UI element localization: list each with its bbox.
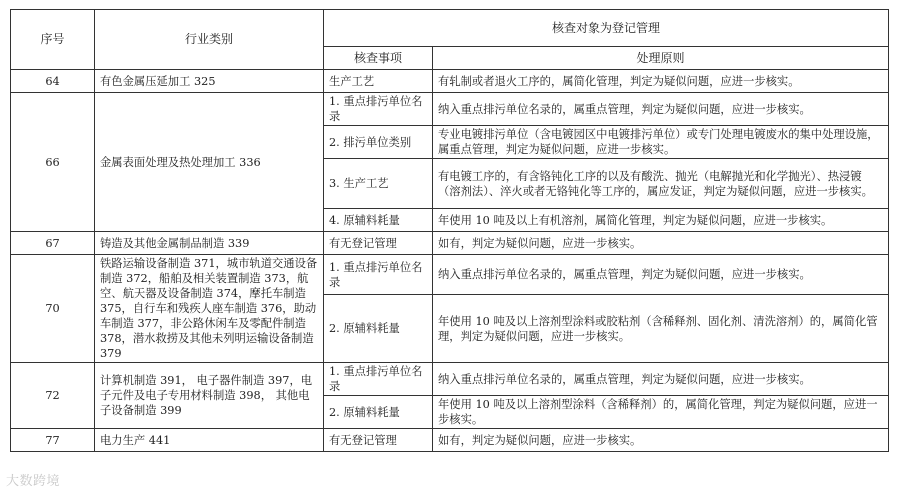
row-principle: 如有，判定为疑似问题，应进一步核实。: [433, 232, 889, 255]
row-no: 70: [11, 255, 95, 363]
row-principle: 纳入重点排污单位名录的，属重点管理，判定为疑似问题，应进一步核实。: [433, 93, 889, 126]
row-principle: 有轧制或者退火工序的，属简化管理，判定为疑似问题，应进一步核实。: [433, 70, 889, 93]
row-no: 72: [11, 363, 95, 429]
row-industry: 有色金属压延加工 325: [95, 70, 324, 93]
row-item: 生产工艺: [324, 70, 433, 93]
inspection-table: [10, 9, 889, 452]
row-principle: 如有，判定为疑似问题，应进一步核实。: [433, 429, 889, 452]
row-principle: 年使用 10 吨及以上有机溶剂，属简化管理，判定为疑似问题，应进一步核实。: [433, 209, 889, 232]
row-item: 3. 生产工艺: [324, 159, 433, 209]
row-no: 77: [11, 429, 95, 452]
row-principle: 年使用 10 吨及以上溶剂型涂料或胶粘剂（含稀释剂、固化剂、清洗溶剂）的，属简化管理，判定为疑似问题，应进一步核实。: [433, 295, 889, 363]
header-no: 序号: [11, 10, 95, 70]
row-item: 4. 原辅料耗量: [324, 209, 433, 232]
row-principle: 纳入重点排污单位名录的，属重点管理，判定为疑似问题，应进一步核实。: [433, 255, 889, 295]
header-principle: 处理原则: [433, 47, 889, 70]
row-item: 有无登记管理: [324, 232, 433, 255]
header-item: 核查事项: [324, 47, 433, 70]
table-row: [11, 93, 889, 126]
row-item: 有无登记管理: [324, 429, 433, 452]
table-row: [11, 70, 889, 93]
header-group: 核查对象为登记管理: [324, 10, 889, 47]
table-row: [11, 363, 889, 396]
row-principle: 专业电镀排污单位（含电镀园区中电镀排污单位）或专门处理电镀废水的集中处理设施，属重点管理，判定为疑似问题，应进一步核实。: [433, 126, 889, 159]
row-item: 1. 重点排污单位名录: [324, 255, 433, 295]
row-principle: 纳入重点排污单位名录的，属重点管理，判定为疑似问题，应进一步核实。: [433, 363, 889, 396]
row-principle: 年使用 10 吨及以上溶剂型涂料（含稀释剂）的，属简化管理，判定为疑似问题，应进一步核实。: [433, 396, 889, 429]
row-item: 1. 重点排污单位名录: [324, 363, 433, 396]
row-item: 2. 原辅料耗量: [324, 396, 433, 429]
header-industry: 行业类别: [95, 10, 324, 70]
row-item: 2. 原辅料耗量: [324, 295, 433, 363]
row-industry: 铁路运输设备制造 371，城市轨道交通设备制造 372，船舶及相关装置制造 373，航空、航天器及设备制造 374，摩托车制造 375，自行车和残疾人座车制造 376，助动车制造 377，非公路休闲车及零配件制造 378，潜水救捞及其他未列明运输设备制造 379: [95, 255, 324, 363]
row-no: 66: [11, 93, 95, 232]
row-industry: 电力生产 441: [95, 429, 324, 452]
row-no: 64: [11, 70, 95, 93]
table-row: [11, 429, 889, 452]
row-item: 2. 排污单位类别: [324, 126, 433, 159]
row-industry: 金属表面处理及热处理加工 336: [95, 93, 324, 232]
row-item: 1. 重点排污单位名录: [324, 93, 433, 126]
watermark: 大数跨境: [6, 474, 61, 489]
table-row: [11, 255, 889, 295]
row-industry: 铸造及其他金属制品制造 339: [95, 232, 324, 255]
row-industry: 计算机制造 391， 电子器件制造 397，电子元件及电子专用材料制造 398， 其他电子设备制造 399: [95, 363, 324, 429]
row-principle: 有电镀工序的，有含铬钝化工序的以及有酸洗、抛光（电解抛光和化学抛光）、热浸镀（溶剂法）、淬火或者无铬钝化等工序的，属应发证，判定为疑似问题，应进一步核实。: [433, 159, 889, 209]
row-no: 67: [11, 232, 95, 255]
table-row: [11, 232, 889, 255]
